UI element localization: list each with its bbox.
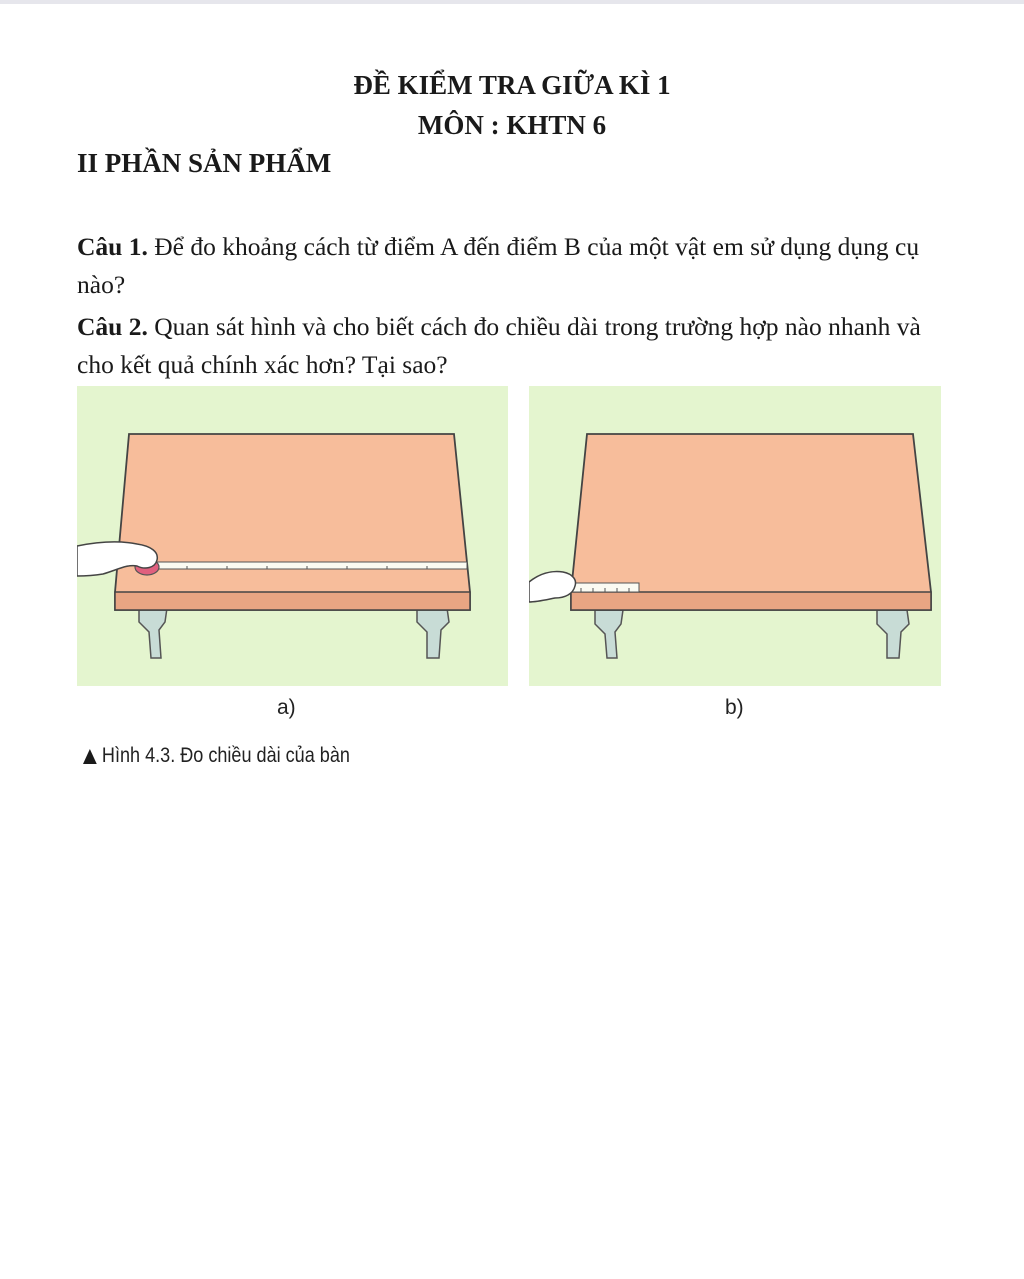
triangle-icon — [83, 749, 97, 764]
exam-title: ĐỀ KIỂM TRA GIỮA KÌ 1 — [353, 70, 671, 100]
question-1-text: Để đo khoảng cách từ điểm A đến điểm B của một vật em sử dụng dụng cụ nào? — [77, 232, 920, 299]
figure-caption-text: Hình 4.3. Đo chiều dài của bàn — [101, 744, 350, 767]
figure-panel-a — [77, 386, 508, 686]
figure-label-a: a) — [277, 696, 296, 719]
question-1 — [77, 228, 957, 304]
question-2 — [77, 308, 957, 384]
question-1-label: Câu 1. — [77, 232, 148, 261]
table-front-edge — [571, 592, 931, 610]
section-title: II PHẦN SẢN PHẨM — [77, 148, 332, 178]
figure-panel-b — [529, 386, 941, 686]
figure-caption — [83, 744, 350, 768]
figure-label-b: b) — [725, 696, 744, 719]
tabletop — [115, 434, 470, 610]
exam-subject: MÔN : KHTN 6 — [417, 110, 607, 140]
top-bar — [0, 0, 1024, 4]
measuring-tape — [153, 562, 467, 569]
question-2-text: Quan sát hình và cho biết cách đo chiều dài trong trường hợp nào nhanh và cho kết quả chính xác hơn? Tại sao? — [77, 312, 921, 379]
question-2-label: Câu 2. — [77, 312, 148, 341]
table-measure-ruler-illustration — [529, 386, 941, 686]
table-front-edge — [115, 592, 470, 610]
figure-4-3 — [77, 386, 941, 776]
table-measure-tape-illustration — [77, 386, 508, 686]
